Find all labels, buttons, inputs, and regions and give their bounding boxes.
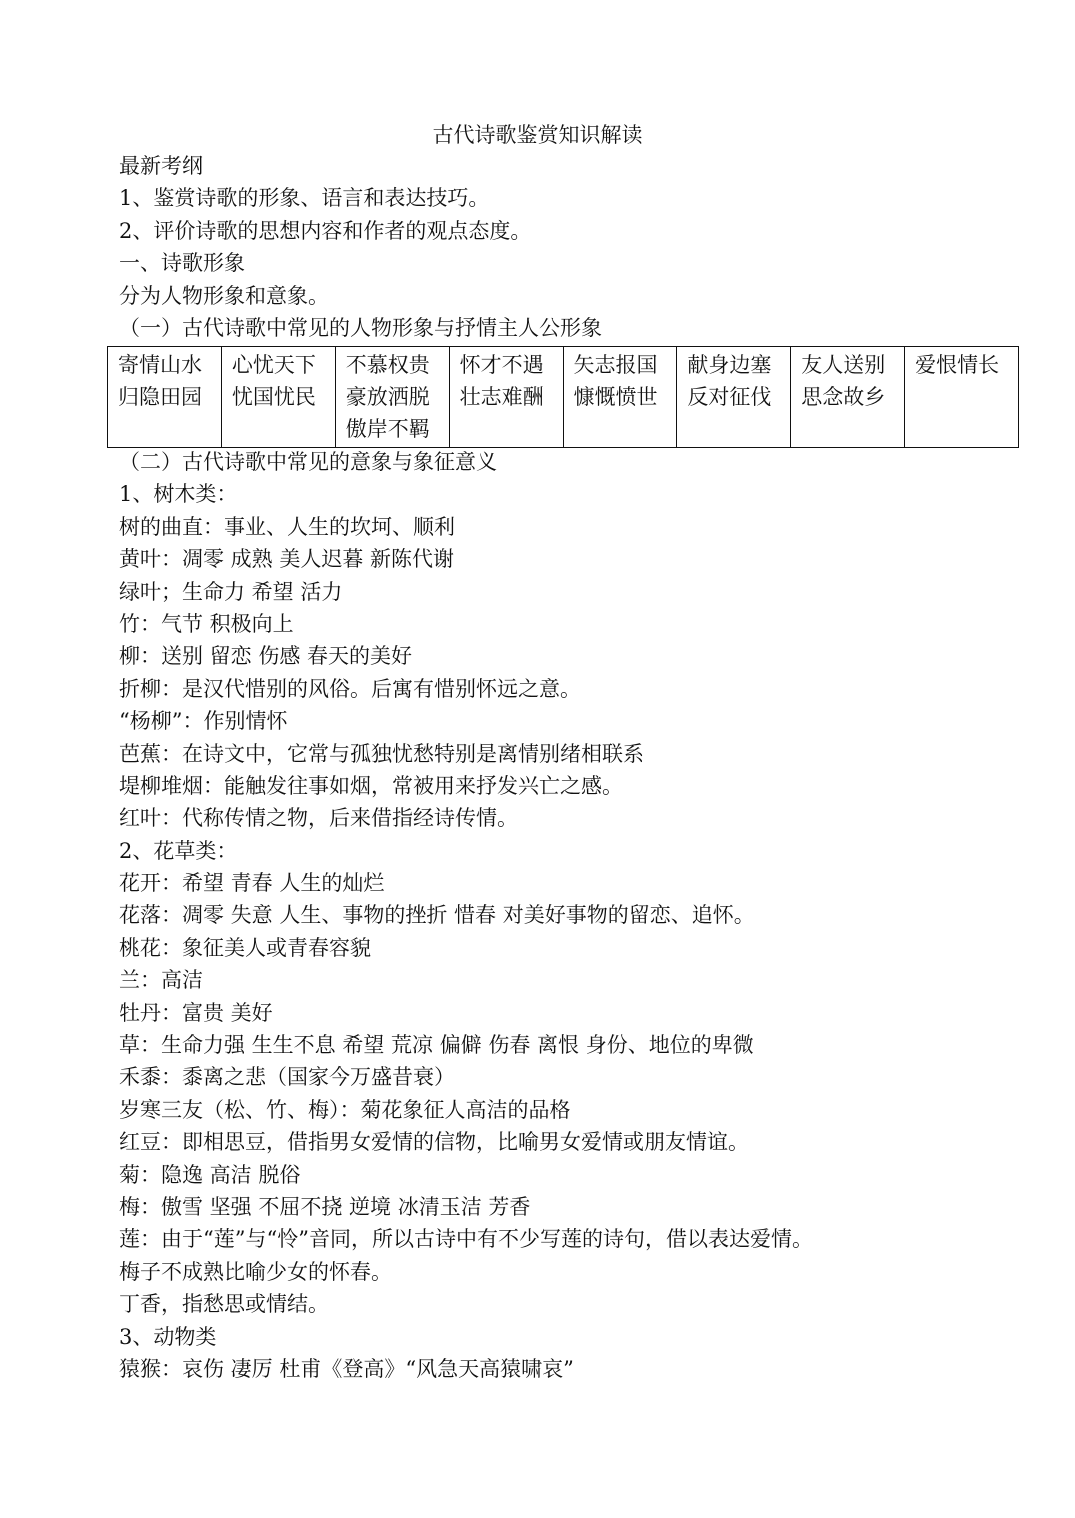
cell-line: 爱恨情长 xyxy=(915,353,1000,377)
table-cell xyxy=(449,347,563,448)
text-line: 竹：气节 积极向上 xyxy=(119,611,294,636)
cell-line: 壮志难酬 xyxy=(459,385,544,409)
text-line: 花开：希望 青春 人生的灿烂 xyxy=(119,871,385,896)
text-line: 最新考纲 xyxy=(119,154,203,178)
text-line: 2、评价诗歌的思想内容和作者的观点态度。 xyxy=(119,218,532,243)
text-line: 莲：由于“莲”与“怜”音同，所以古诗中有不少写莲的诗句，借以表达爱情。 xyxy=(119,1227,813,1252)
cell-line: 怀才不遇 xyxy=(459,353,544,377)
page-title: 古代诗歌鉴赏知识解读 xyxy=(432,123,643,147)
text-line: 3、动物类 xyxy=(119,1324,217,1349)
intro-section xyxy=(119,150,1019,344)
cell-line: 不慕权贵 xyxy=(345,353,430,377)
section-heading: （一）古代诗歌中常见的人物形象与抒情主人公形象 xyxy=(119,315,602,340)
character-image-table xyxy=(107,346,1019,448)
table-cell xyxy=(563,347,677,448)
table-cell xyxy=(791,347,905,448)
cell-line: 豪放洒脱 xyxy=(345,385,430,409)
cell-line: 傲岸不羁 xyxy=(345,417,430,441)
cell-line: 友人送别 xyxy=(801,353,886,377)
text-line: 红豆：即相思豆，借指男女爱情的信物，比喻男女爱情或朋友情谊。 xyxy=(119,1130,749,1155)
text-line: 黄叶：凋零 成熟 美人迟暮 新陈代谢 xyxy=(119,547,455,572)
cell-line: 心忧天下 xyxy=(231,353,316,377)
text-line: 柳：送别 留恋 伤感 春天的美好 xyxy=(119,644,413,669)
text-line: 草：生命力强 生生不息 希望 荒凉 偏僻 伤春 离恨 身份、地位的卑微 xyxy=(119,1033,754,1058)
text-line: 花落：凋零 失意 人生、事物的挫折 惜春 对美好事物的留恋、追怀。 xyxy=(119,903,755,928)
text-line: 堤柳堆烟：能触发往事如烟，常被用来抒发兴亡之感。 xyxy=(119,773,623,798)
text-line: 芭蕉：在诗文中，它常与孤独忧愁特别是离情别绪相联系 xyxy=(119,741,644,766)
text-line: 折柳：是汉代惜别的风俗。后寓有惜别怀远之意。 xyxy=(119,676,581,701)
text-line: 红叶：代称传情之物，后来借指经诗传情。 xyxy=(119,806,518,831)
text-line: “杨柳”：作别情怀 xyxy=(119,709,288,734)
text-line: 禾黍：黍离之悲（国家今万盛昔衰） xyxy=(119,1065,455,1090)
text-line: 1、树木类： xyxy=(119,482,238,507)
text-line: 一、诗歌形象 xyxy=(119,251,245,276)
table-cell xyxy=(335,347,449,448)
cell-line: 思念故乡 xyxy=(801,385,886,409)
text-line: 丁香，指愁思或情结。 xyxy=(119,1292,329,1317)
cell-line: 献身边塞 xyxy=(687,353,772,377)
table-cell xyxy=(221,347,335,448)
text-line: 猿猴：哀伤 凄厉 杜甫《登高》“风急天高猿啸哀” xyxy=(119,1356,574,1381)
imagery-section xyxy=(119,446,1019,1385)
cell-line: 寄情山水 xyxy=(118,353,202,377)
text-line: 梅：傲雪 坚强 不屈不挠 逆境 冰清玉洁 芳香 xyxy=(119,1194,531,1219)
text-line: 菊：隐逸 高洁 脱俗 xyxy=(119,1162,301,1187)
text-line: 梅子不成熟比喻少女的怀春。 xyxy=(119,1259,392,1284)
table-cell xyxy=(677,347,791,448)
table-cell xyxy=(108,347,222,448)
text-line: 岁寒三友（松、竹、梅）：菊花象征人高洁的品格 xyxy=(119,1097,571,1122)
text-line: 分为人物形象和意象。 xyxy=(119,283,329,308)
text-line: 树的曲直：事业、人生的坎坷、顺利 xyxy=(119,514,455,539)
table-cell xyxy=(905,347,1019,448)
cell-line: 忧国忧民 xyxy=(231,385,316,409)
text-line: 绿叶；生命力 希望 活力 xyxy=(119,579,343,604)
cell-line: 反对征伐 xyxy=(687,385,772,409)
table-row xyxy=(108,347,1019,448)
cell-line: 矢志报国 xyxy=(573,353,658,377)
text-line: 兰：高洁 xyxy=(119,968,203,993)
text-line: 2、花草类： xyxy=(119,838,238,863)
text-line: 桃花：象征美人或青春容貌 xyxy=(119,935,371,960)
cell-line: 慷慨愤世 xyxy=(573,385,658,409)
text-line: 牡丹：富贵 美好 xyxy=(119,1000,273,1025)
section-heading: （二）古代诗歌中常见的意象与象征意义 xyxy=(119,450,497,474)
text-line: 1、鉴赏诗歌的形象、语言和表达技巧。 xyxy=(119,186,490,211)
cell-line: 归隐田园 xyxy=(118,385,202,409)
